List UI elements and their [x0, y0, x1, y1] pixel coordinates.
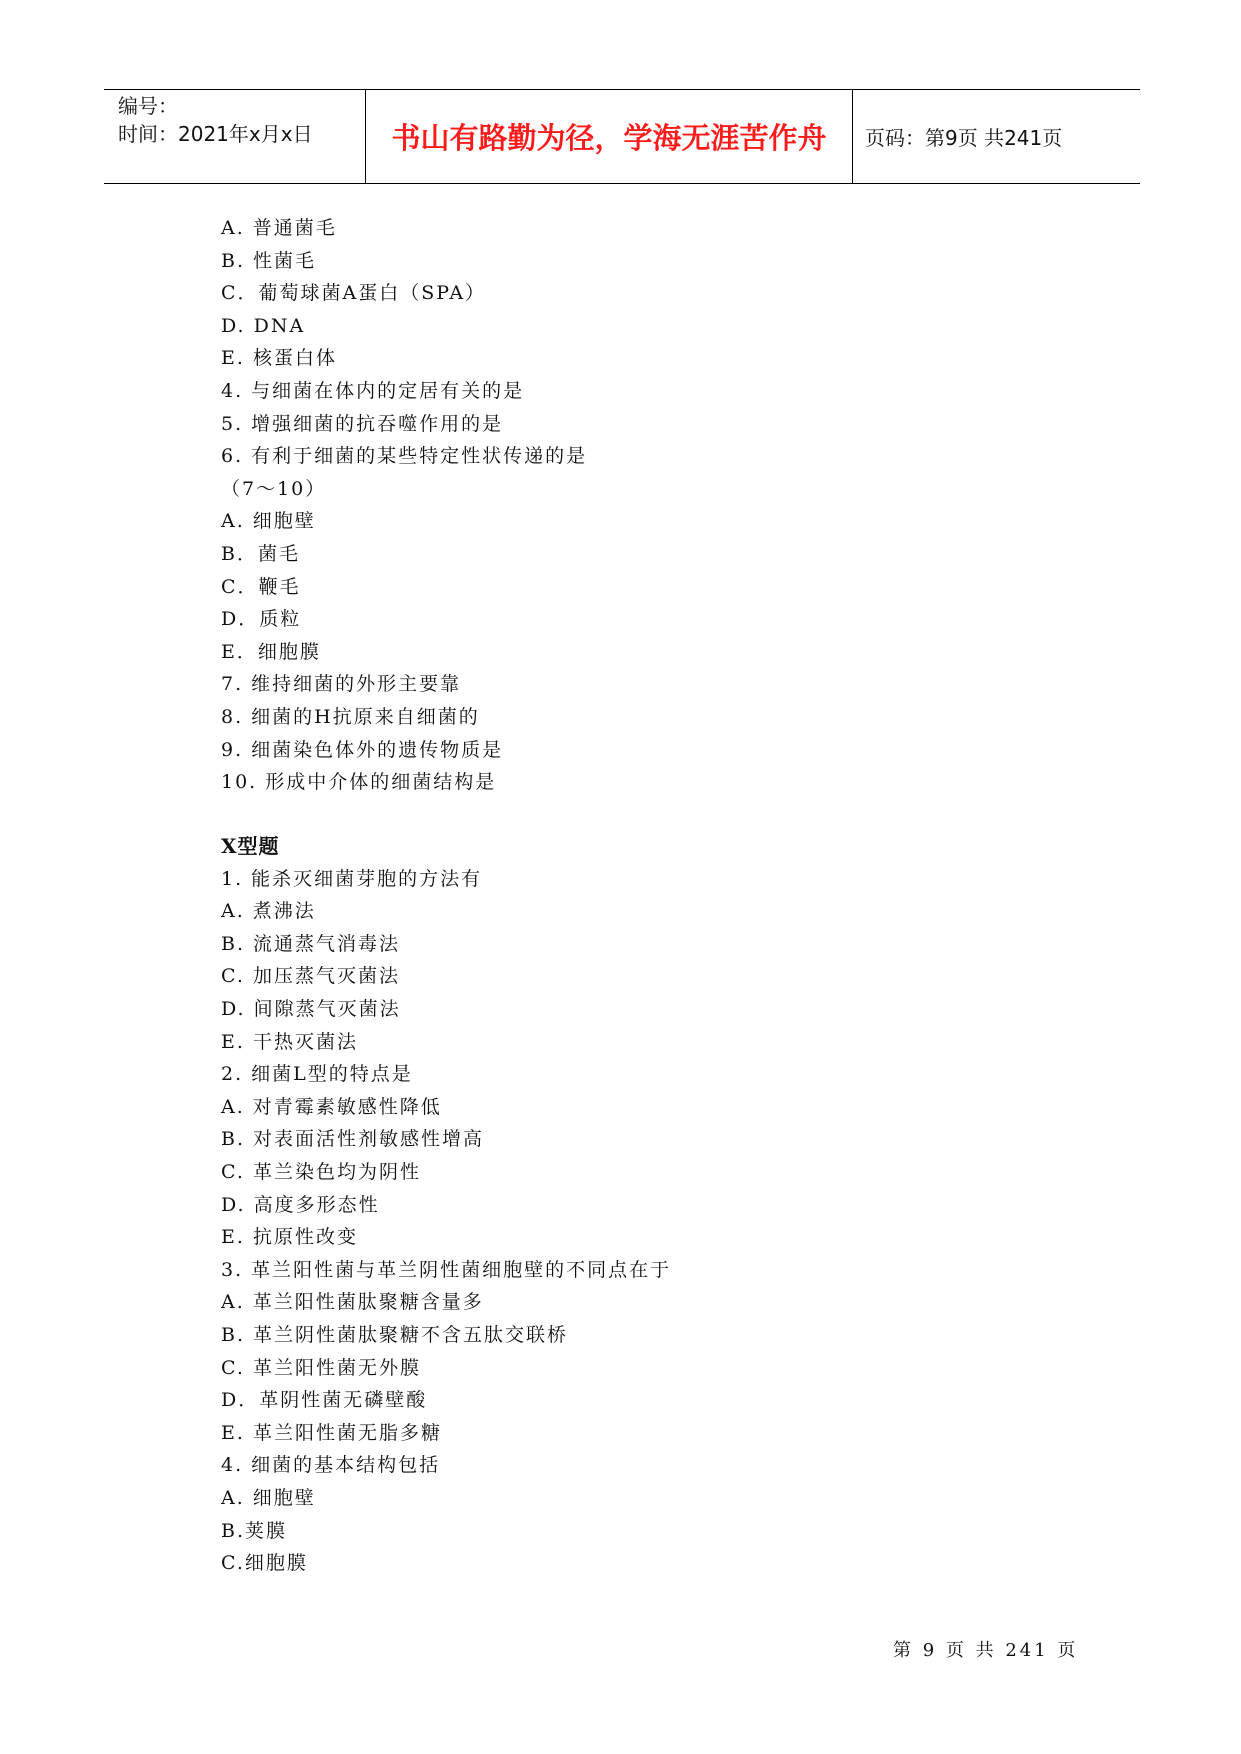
text-line: A. 普通菌毛	[221, 217, 337, 239]
text-line: C. 加压蒸气灭菌法	[221, 965, 400, 988]
text-line: E. 核蛋白体	[221, 347, 337, 370]
text-line: 3. 革兰阳性菌与革兰阴性菌细胞壁的不同点在于	[221, 1258, 672, 1281]
text-line: A. 革兰阳性菌肽聚糖含量多	[221, 1291, 484, 1314]
text-line: 1. 能杀灭细菌芽胞的方法有	[221, 867, 483, 890]
document-body	[221, 212, 1121, 1580]
text-line: D. DNA	[221, 314, 306, 337]
text-line: 7. 维持细菌的外形主要靠	[221, 673, 462, 696]
page-header	[104, 89, 1140, 184]
text-line: C. 革兰阳性菌无外膜	[221, 1356, 421, 1379]
section-title: X型题	[221, 833, 280, 858]
text-line: B.荚膜	[221, 1519, 288, 1542]
text-line: E．细胞膜	[221, 640, 321, 663]
text-line: B. 性菌毛	[221, 249, 317, 272]
text-line: 4. 与细菌在体内的定居有关的是	[221, 379, 525, 402]
text-line: E. 抗原性改变	[221, 1226, 358, 1249]
text-line: C.细胞膜	[221, 1552, 308, 1575]
text-line: B. 流通蒸气消毒法	[221, 932, 401, 955]
text-line: 9. 细菌染色体外的遗传物质是	[221, 738, 504, 761]
header-page-code: 页码：第9页 共241页	[865, 126, 1063, 150]
header-number-label: 编号：	[118, 94, 178, 118]
text-line: B. 对表面活性剂敏感性增高	[221, 1128, 485, 1151]
text-line: 10. 形成中介体的细菌结构是	[221, 771, 497, 794]
header-motto: 书山有路勤为径，学海无涯苦作舟	[366, 90, 853, 183]
text-line: B. 革兰阴性菌肽聚糖不含五肽交联桥	[221, 1324, 569, 1346]
text-line: C. 革兰染色均为阴性	[221, 1161, 421, 1184]
text-line: 8. 细菌的H抗原来自细菌的	[221, 705, 480, 728]
question-list-part1	[221, 212, 1121, 799]
text-line: E. 革兰阳性菌无脂多糖	[221, 1421, 442, 1444]
page-footer: 第 9 页 共 241 页	[893, 1640, 1079, 1661]
header-time-label: 时间：2021年x月x日	[118, 122, 313, 146]
question-list-part2	[221, 863, 1121, 1580]
text-line: D. 间隙蒸气灭菌法	[221, 998, 401, 1021]
text-line: D．质粒	[221, 608, 302, 631]
header-info-cell	[104, 90, 366, 183]
text-line: 5. 增强细菌的抗吞噬作用的是	[221, 412, 504, 435]
text-line: A. 细胞壁	[221, 510, 316, 533]
text-line: A. 对青霉素敏感性降低	[221, 1095, 442, 1118]
text-line: A. 煮沸法	[221, 900, 316, 923]
text-line: 6. 有利于细菌的某些特定性状传递的是	[221, 445, 588, 468]
text-line: C．鞭毛	[221, 575, 301, 598]
text-line: （7～10）	[221, 477, 327, 500]
text-line: E. 干热灭菌法	[221, 1030, 358, 1053]
text-line: 2. 细菌L型的特点是	[221, 1063, 413, 1086]
text-line: D. 高度多形态性	[221, 1193, 380, 1216]
text-line: D．革阴性菌无磷壁酸	[221, 1389, 428, 1412]
text-line: B．菌毛	[221, 542, 300, 565]
text-line: 4. 细菌的基本结构包括	[221, 1454, 441, 1477]
section-gap	[221, 799, 1121, 829]
text-line: A. 细胞壁	[221, 1486, 316, 1509]
text-line: C．葡萄球菌A蛋白（SPA）	[221, 282, 487, 305]
